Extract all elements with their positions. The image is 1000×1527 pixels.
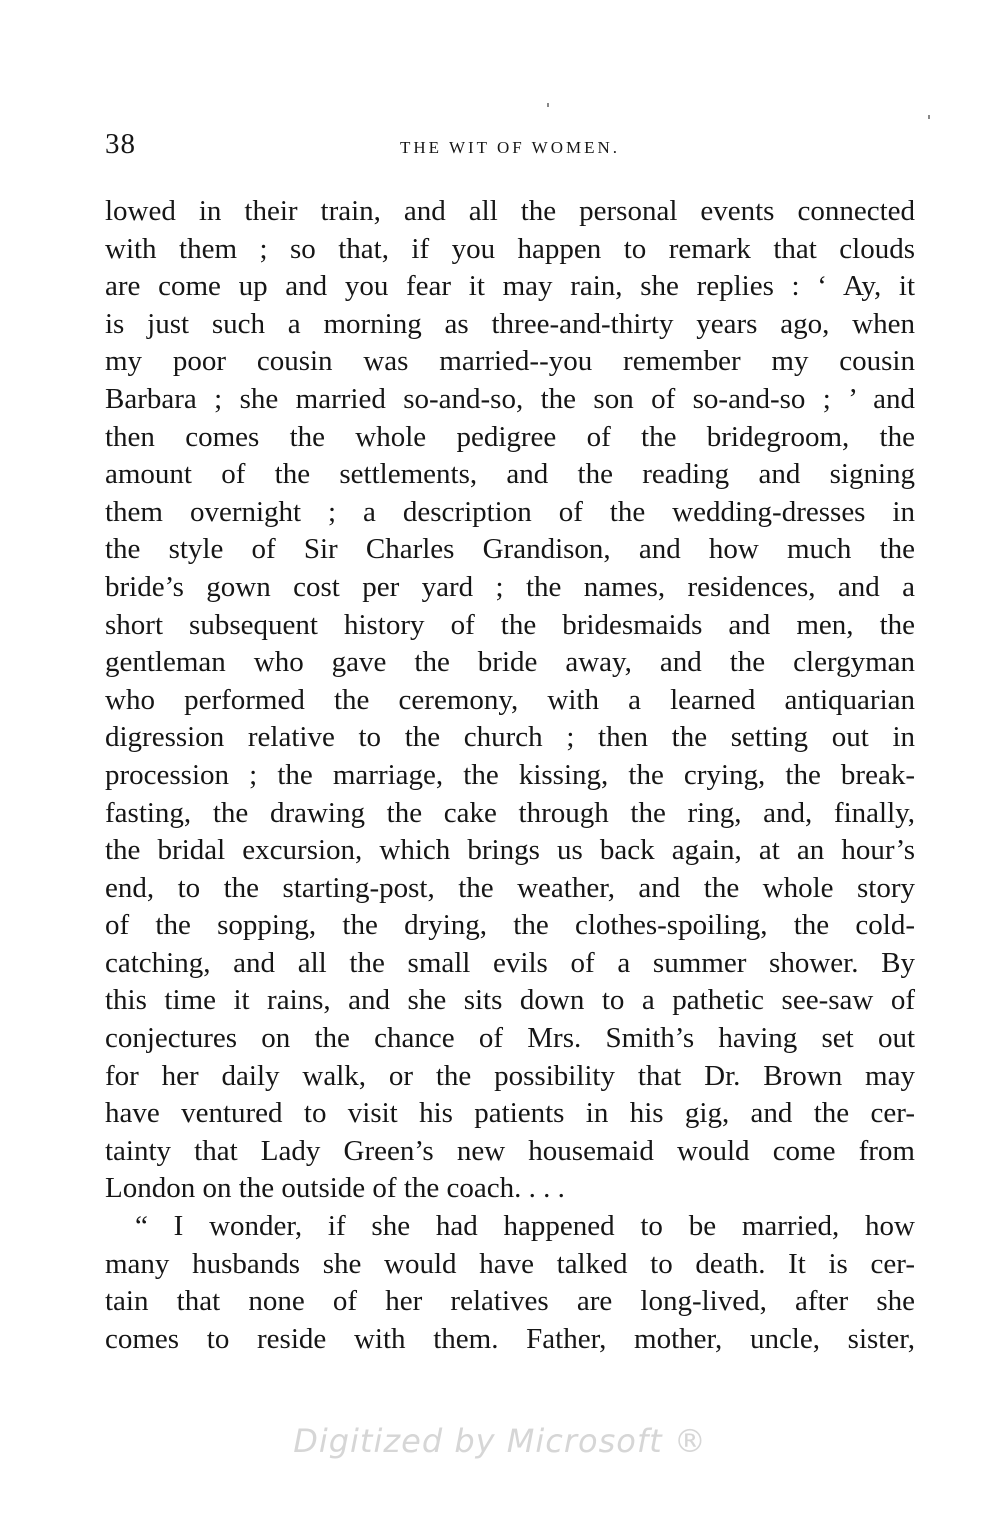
text-line: procession ; the marriage, the kissing, the crying, the break- [105,758,915,791]
paragraph-1 [105,193,915,1208]
text-line: who performed the ceremony, with a learned antiquarian [105,683,915,716]
text-line: tainty that Lady Green’s new housemaid would come from [105,1134,915,1167]
text-line: are come up and you fear it may rain, she replies : ‘ Ay, it [105,270,915,303]
text-line: the style of Sir Charles Grandison, and how much the [105,533,915,566]
text-line: “ I wonder, if she had happened to be married, how [135,1210,915,1243]
text-line: lowed in their train, and all the personal events connected [105,195,915,227]
text-line: fasting, the drawing the cake through the ring, and, finally, [105,796,915,829]
text-line: with them ; so that, if you happen to remark that clouds [105,232,915,265]
text-line: end, to the starting-post, the weather, and the whole story [105,871,915,904]
text-line: London on the outside of the coach. . . . [105,1172,565,1205]
page-number: 38 [105,128,136,160]
text-line: tain that none of her relatives are long-lived, after she [105,1285,915,1318]
text-line: conjectures on the chance of Mrs. Smith’s having set out [105,1022,915,1055]
page-header [105,128,915,168]
scan-speck [928,115,930,119]
text-line: of the sopping, the drying, the clothes-spoiling, the cold- [105,909,915,942]
text-line: digression relative to the church ; then the setting out in [105,721,915,754]
digitization-watermark: Digitized by Microsoft ® [293,1422,707,1460]
text-line: short subsequent history of the bridesmaids and men, the [105,608,915,641]
running-title: THE WIT OF WOMEN. [399,138,621,157]
paragraph-2 [105,1208,915,1358]
text-line: comes to reside with them. Father, mother, uncle, sister, [105,1322,915,1355]
text-line: them overnight ; a description of the wedding-dresses in [105,495,915,528]
text-line: gentleman who gave the bride away, and the clergyman [105,646,915,679]
text-line: for her daily walk, or the possibility that Dr. Brown may [105,1059,915,1092]
text-line: this time it rains, and she sits down to a pathetic see-saw of [105,984,915,1017]
page-body [105,193,915,1358]
scan-speck [547,103,549,107]
text-line: the bridal excursion, which brings us back again, at an hour’s [105,834,915,867]
text-line: have ventured to visit his patients in his gig, and the cer- [105,1097,915,1130]
text-line: amount of the settlements, and the reading and signing [105,458,915,491]
text-line: my poor cousin was married--you remember my cousin [105,345,915,378]
text-line: many husbands she would have talked to death. It is cer- [105,1247,915,1280]
text-line: catching, and all the small evils of a summer shower. By [105,946,915,979]
text-line: is just such a morning as three-and-thirty years ago, when [105,307,915,340]
text-line: Barbara ; she married so-and-so, the son of so-and-so ; ’ and [105,382,915,415]
text-line: then comes the whole pedigree of the bridegroom, the [105,420,915,453]
text-line: bride’s gown cost per yard ; the names, residences, and a [105,570,915,603]
